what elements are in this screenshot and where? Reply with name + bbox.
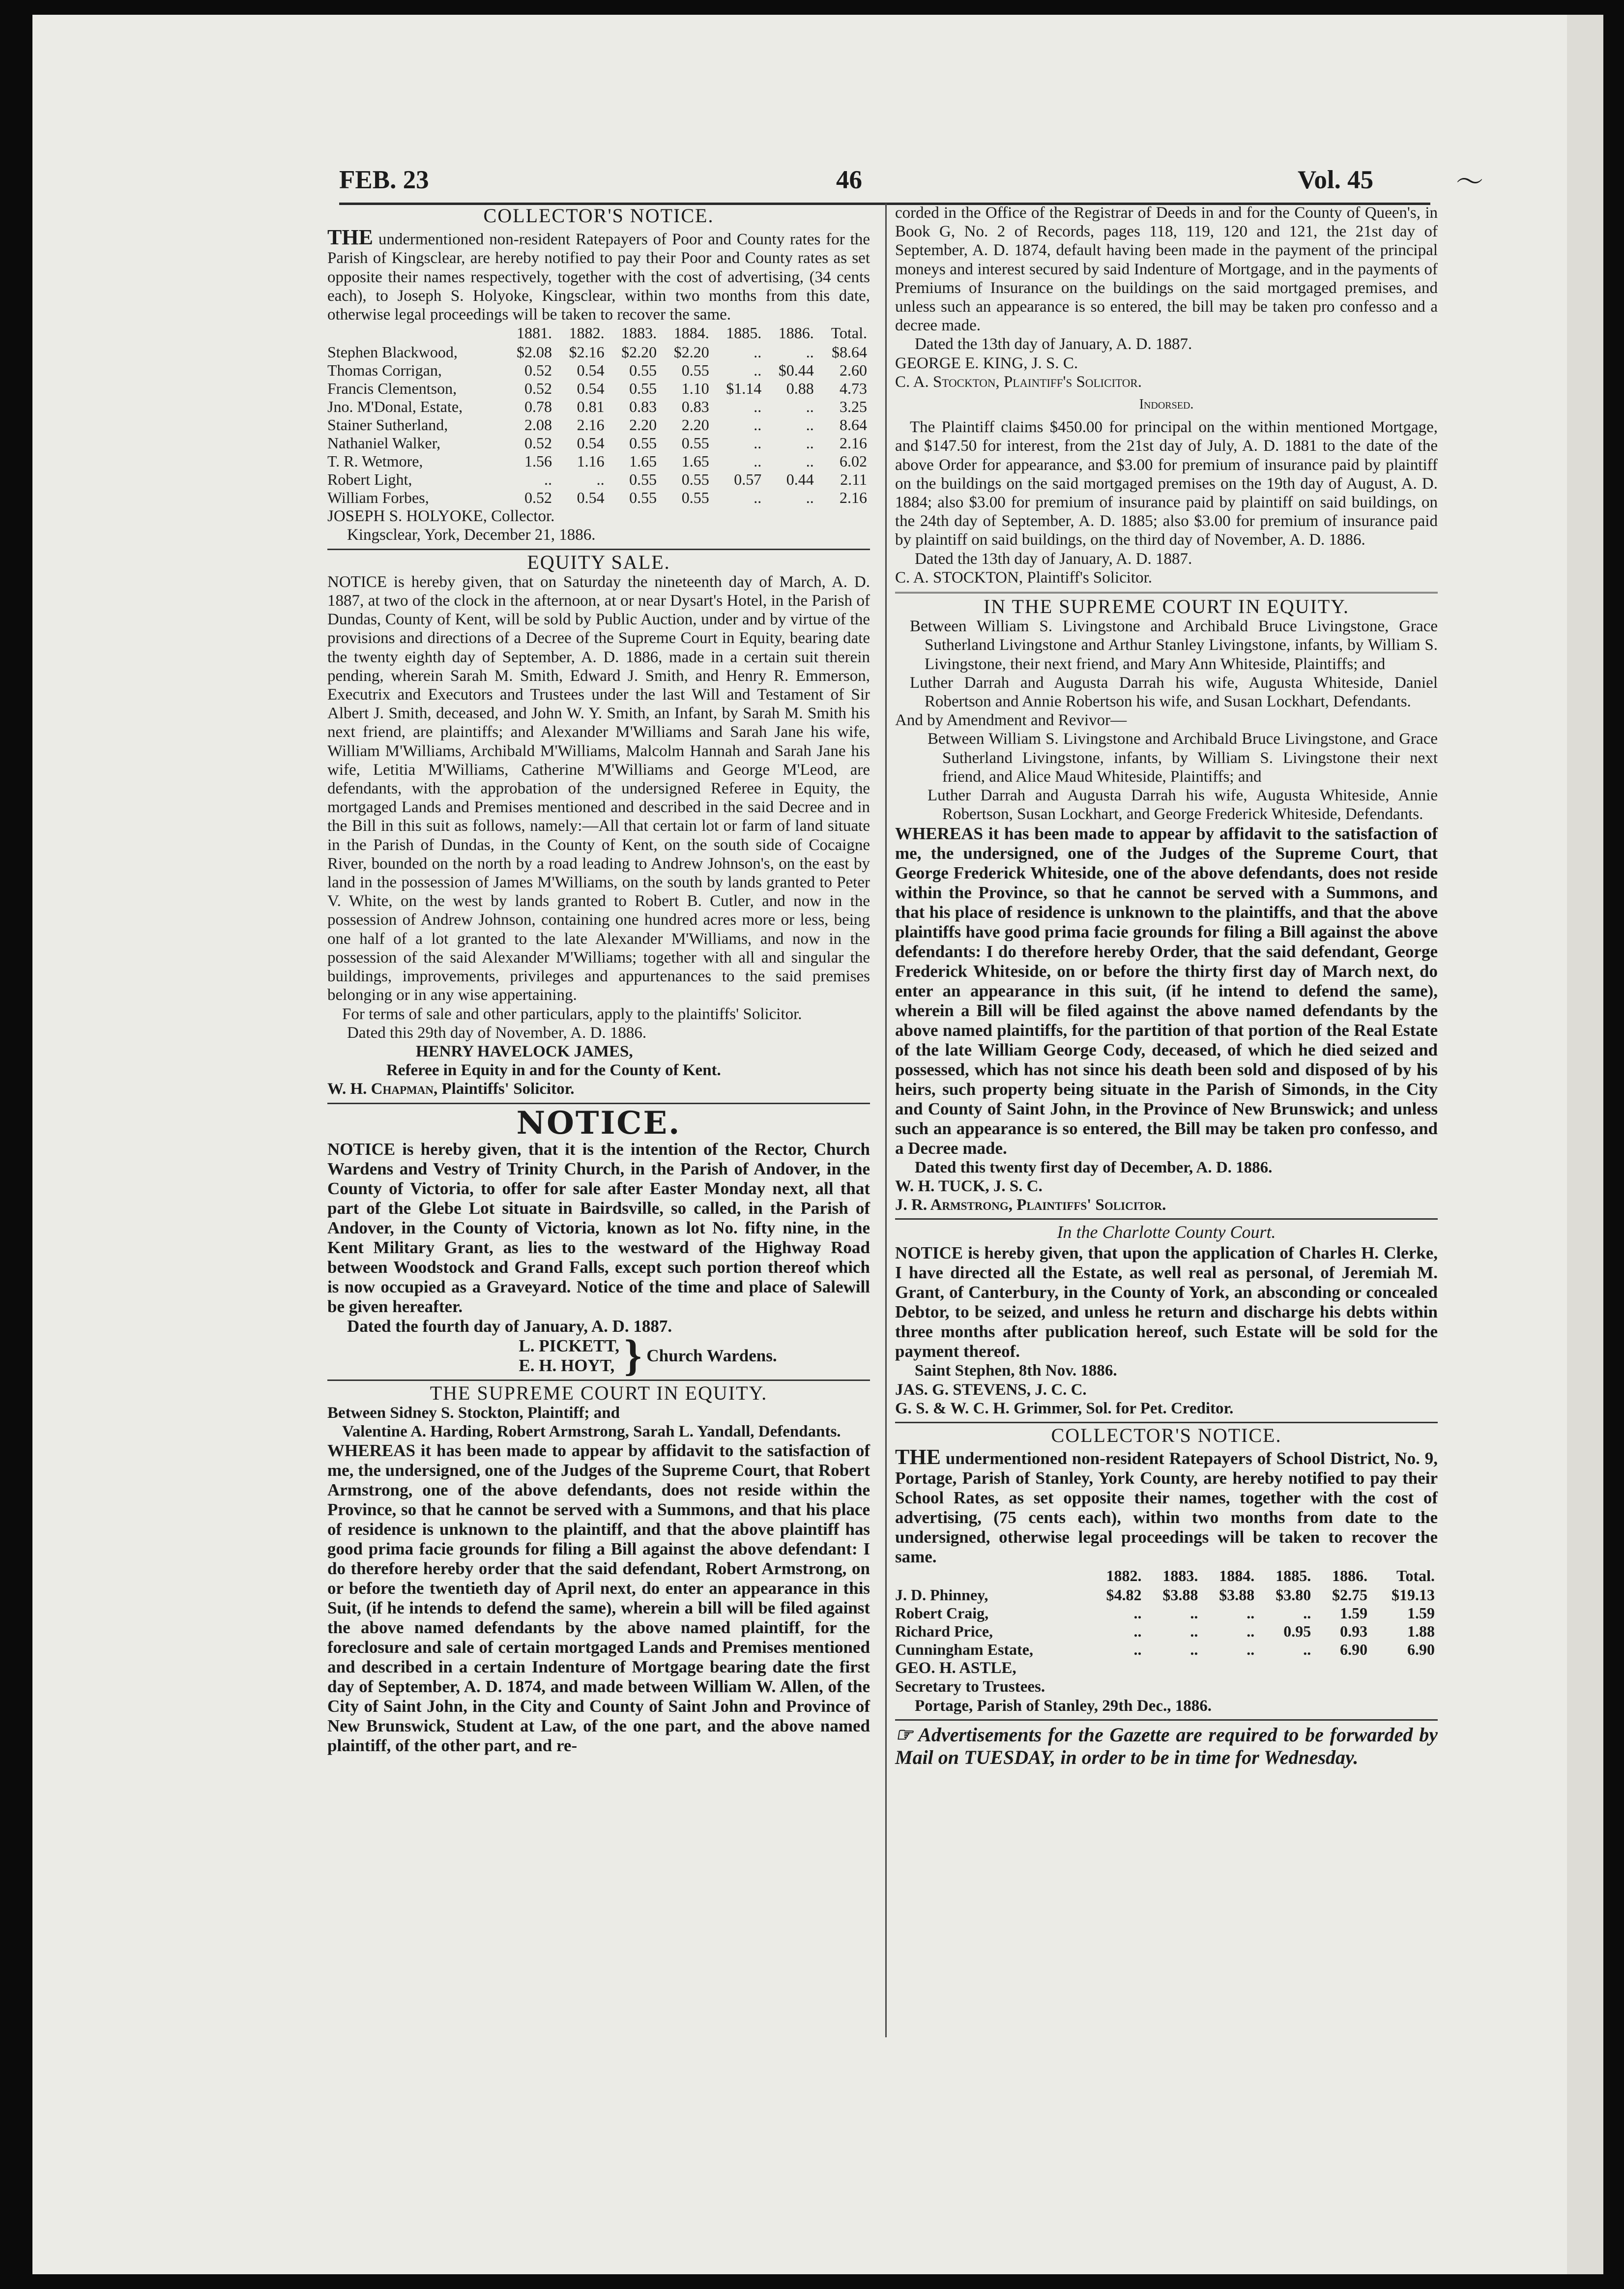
rate-cell: ..	[806, 398, 814, 416]
table-row	[895, 1586, 1438, 1604]
drop-word: THE	[895, 1445, 941, 1469]
rate-cell: ..	[754, 343, 762, 361]
rate-cell: ..	[754, 416, 762, 434]
notice-body: NOTICE is hereby given, that it is the intention of the Rector, Church Wardens and Vestry of Trinity Church, in the Parish of Andover, in the County of Victoria, to offer for sale after Easter Monday next, all that part of the Glebe Lot situate in Bairdsville, so called, in the Parish of Andover, in the County of Victoria, known as lot No. fifty nine, in the Kent Military Grant, as lies to the westward of the Highway Road between Woodstock and Grand Falls, except such portion thereof which is now occupied as a Graveyard. Notice of the time and place of Salewill be given hereafter.	[327, 1139, 870, 1316]
ratepayer-name: Richard Price,	[895, 1622, 993, 1641]
rate-cell: 0.83	[681, 398, 709, 416]
table-row	[327, 380, 870, 398]
rate-cell: $8.64	[832, 343, 867, 361]
parties-text: Luther Darrah and Augusta Darrah his wife, Augusta Whiteside, Daniel Robertson and Annie Robertson his wife, and Susan Lockhart, Defendants.	[910, 674, 1438, 711]
column-header: Total.	[1396, 1567, 1435, 1585]
dated-line: Saint Stephen, 8th Nov. 1886.	[915, 1362, 1117, 1380]
rate-cell: ..	[1303, 1604, 1311, 1622]
rate-cell: 0.52	[524, 489, 552, 507]
rate-cell: ..	[1133, 1622, 1142, 1641]
advertisement-note	[895, 1724, 1438, 1769]
table-body	[327, 343, 870, 507]
table-row	[327, 416, 870, 434]
amendment-line: And by Amendment and Revivor—	[895, 711, 1127, 730]
column-header: 1886.	[1332, 1567, 1368, 1585]
rate-cell: ..	[1190, 1604, 1198, 1622]
tilde-mark: 〜	[1456, 166, 1483, 198]
table-row	[895, 1604, 1438, 1622]
rate-cell: ..	[1303, 1641, 1311, 1659]
rate-cell: $3.80	[1276, 1586, 1311, 1604]
table-row	[327, 470, 870, 489]
rate-cell: 0.55	[681, 361, 709, 380]
collector-signature: JOSEPH S. HOLYOKE, Collector.	[327, 507, 555, 526]
solicitor-line: G. S. & W. C. H. Grimmer, Sol. for Pet. Creditor.	[895, 1399, 1234, 1417]
rate-cell: 0.81	[577, 398, 605, 416]
rate-cell: $2.20	[673, 343, 709, 361]
rate-cell: 0.93	[1340, 1622, 1368, 1641]
rate-cell: 1.88	[1407, 1622, 1435, 1641]
rate-cell: 1.65	[629, 452, 657, 470]
rate-cell: 8.64	[840, 416, 867, 434]
rate-cell: ..	[806, 434, 814, 452]
dated-line: Dated this 29th day of November, A. D. 1886.	[347, 1024, 647, 1042]
rate-cell: ..	[754, 452, 762, 470]
column-header: 1882.	[1106, 1567, 1142, 1585]
notice-body: WHEREAS it has been made to appear by affidavit to the satisfaction of me, the undersigned, one of the Judges of the Supreme Court, that Robert Armstrong, one of the above defendants, does not reside within the Province, so that he cannot be served with a Summons, and that his place of residence is unknown to the plaintiff, and that the above plaintiff has good prima facie grounds for filing a Bill against the above defendant: I do therefore hereby order that the said defendant, Robert Armstrong, on or before the twentieth day of April next, do enter an appearance in this Suit, (if he intends to defend the same), wherein a bill will be filed against the above named defendants by the above named plaintiff, for the foreclosure and sale of certain mortgaged Lands and Premises mentioned and described in a certain Indenture of Mortgage bearing date the first day of September, A. D. 1874, and made between William W. Allen, of the City of Saint John, in the City and County of Saint John and Province of New Brunswick, Student at Law, of the one part, and the above named plaintiff, of the other part, and re-	[327, 1441, 870, 1756]
rate-cell: 1.65	[681, 452, 709, 470]
ratepayer-name: Francis Clementson,	[327, 380, 457, 398]
rate-cell: 0.54	[577, 361, 605, 380]
rate-cell: 0.55	[629, 361, 657, 380]
rate-cell: 6.02	[840, 452, 867, 470]
rate-cell: 4.73	[840, 380, 867, 398]
table-row	[327, 361, 870, 380]
rate-cell: 2.08	[524, 416, 552, 434]
rate-cell: 0.95	[1283, 1622, 1311, 1641]
rate-cell: 0.55	[681, 434, 709, 452]
solicitor-line: J. R. Armstrong, Plaintiffs' Solicitor.	[895, 1196, 1166, 1214]
column-header: 1881.	[517, 324, 552, 342]
rate-cell: ..	[1133, 1604, 1142, 1622]
rate-cell: ..	[1247, 1622, 1255, 1641]
column-header: Total.	[831, 324, 867, 342]
collector-notice-kingsclear	[327, 206, 870, 545]
collector-signature: GEO. H. ASTLE,	[895, 1659, 1016, 1677]
rate-cell: ..	[754, 361, 762, 380]
dateline: Kingsclear, York, December 21, 1886.	[347, 526, 596, 544]
rate-cell: ..	[596, 470, 605, 489]
rate-cell: ..	[754, 434, 762, 452]
charlotte-county-court	[895, 1223, 1438, 1418]
section-rule	[895, 1719, 1438, 1721]
column-header: 1885.	[1276, 1567, 1311, 1585]
rate-cell: $0.44	[778, 361, 814, 380]
rate-cell: 0.54	[577, 434, 605, 452]
page-number: 46	[836, 166, 862, 194]
dated-line: Dated the 13th day of January, A. D. 1887.	[915, 335, 1192, 353]
ratepayer-name: Jno. M'Donal, Estate,	[327, 398, 463, 416]
rate-cell: 1.56	[524, 452, 552, 470]
table-row	[895, 1622, 1438, 1641]
section-rule	[327, 549, 870, 550]
rate-cell: 0.55	[629, 434, 657, 452]
parties-text: Between William S. Livingstone and Archibald Bruce Livingstone, and Grace Sutherland Livingstone, infants, by William S. Livingstone their next friend, and Alice Maud Whiteside, Plaintiffs; and	[928, 730, 1438, 786]
rate-cell: 0.55	[629, 380, 657, 398]
body-text: undermentioned non-resident Ratepayers of Poor and County rates for the Parish of Kingsclear, are hereby notified to pay their Poor and County rates as set opposite their names respectively, together with the cost of advertising, (34 cents each), to Joseph S. Holyoke, Kingsclear, within two months from this date, otherwise legal proceedings will be taken to recover the same.	[327, 231, 870, 324]
rate-cell: $1.14	[726, 380, 762, 398]
signature-role: Secretary to Trustees.	[895, 1678, 1045, 1696]
column-header: 1886.	[778, 324, 814, 342]
section-title: COLLECTOR'S NOTICE.	[483, 205, 714, 227]
column-header: 1882.	[569, 324, 605, 342]
supreme-court-livingstone	[895, 597, 1438, 1214]
rate-cell: ..	[754, 489, 762, 507]
rate-cell: $2.75	[1332, 1586, 1368, 1604]
rate-cell: 1.59	[1407, 1604, 1435, 1622]
notice-body: WHEREAS it has been made to appear by affidavit to the satisfaction of me, the undersigned, one of the Judges of the Supreme Court, that George Frederick Whiteside, one of the above defendants, does not reside within the Province, so that he cannot be served with a Summons, and that his place of residence is unknown to the plaintiffs, and that the above plaintiffs have good prima facie grounds for filing a Bill against the above defendants: I do therefore hereby Order, that the said defendant, George Frederick Whiteside, on or before the thirty first day of March next, do enter an appearance in this suit, (if he intend to defend the same), wherein a Bill will be filed against the above named defendants by the above named plaintiffs, for the partition of that portion of the Real Estate of the late William George Cody, deceased, of which he died seized and possessed, which has not since his death been sold and disposed of by his heirs, such property being situate in the Parish of Simonds, in the City and County of Saint John, in the Province of New Brunswick; and unless such an appearance is so entered, the Bill may be taken pro confesso, and a Decree made.	[895, 823, 1438, 1158]
ratepayer-name: Robert Craig,	[895, 1604, 989, 1622]
indorsed-heading: Indorsed.	[1139, 397, 1194, 412]
parties-text: Between William S. Livingstone and Archibald Bruce Livingstone, Grace Sutherland Livingstone and Arthur Stanley Livingstone, infants, by William S. Livingstone, their next friend, and Mary Ann Whiteside, Plaintiffs; and	[910, 617, 1438, 673]
rate-cell: 0.55	[629, 470, 657, 489]
section-title: COLLECTOR'S NOTICE.	[1051, 1424, 1282, 1446]
header-date: FEB. 23	[339, 166, 429, 194]
table-row	[327, 452, 870, 470]
rate-cell: 0.52	[524, 434, 552, 452]
notice-body	[895, 1446, 1438, 1567]
rate-cell: ..	[544, 470, 552, 489]
rate-cell: 0.83	[629, 398, 657, 416]
rates-table	[327, 324, 870, 507]
rate-cell: 1.10	[681, 380, 709, 398]
section-title: EQUITY SALE.	[527, 551, 670, 573]
table-row	[327, 398, 870, 416]
rate-cell: ..	[806, 416, 814, 434]
rate-cell: $2.16	[569, 343, 605, 361]
dated-line: Dated the fourth day of January, A. D. 1887.	[347, 1316, 672, 1336]
section-title: THE SUPREME COURT IN EQUITY.	[430, 1381, 768, 1404]
rate-cell: $2.20	[621, 343, 657, 361]
judge-signature: JAS. G. STEVENS, J. C. C.	[895, 1380, 1087, 1399]
body-text: undermentioned non-resident Ratepayers of School District, No. 9, Portage, Parish of Stanley, York County, are hereby notified to pay their School Rates, as set opposite their names, together with the cost of advertising, (75 cents each), within two months from date to the undersigned, otherwise legal proceedings will be taken to recover the same.	[895, 1449, 1438, 1567]
parties-defendants: Valentine A. Harding, Robert Armstrong, Sarah L. Yandall, Defendants.	[342, 1422, 841, 1440]
ratepayer-name: Robert Light,	[327, 470, 412, 489]
table-row	[327, 434, 870, 452]
section-rule	[895, 592, 1438, 593]
scanned-page	[32, 15, 1603, 2274]
ratepayer-name: Nathaniel Walker,	[327, 434, 441, 452]
rate-cell: 2.16	[577, 416, 605, 434]
rate-cell: 2.16	[840, 434, 867, 452]
referee-title: Referee in Equity in and for the County of Kent.	[386, 1061, 721, 1080]
table-row	[327, 343, 870, 361]
rate-cell: $3.88	[1219, 1586, 1255, 1604]
signer-name: L. PICKETT,	[519, 1336, 619, 1355]
rate-cell: ..	[1247, 1604, 1255, 1622]
rate-cell: ..	[806, 489, 814, 507]
trinity-church-notice	[327, 1104, 870, 1380]
ratepayer-name: Stainer Sutherland,	[327, 416, 448, 434]
rate-cell: ..	[806, 452, 814, 470]
rate-cell: 0.57	[734, 470, 762, 489]
rate-cell: 2.20	[629, 416, 657, 434]
table-body	[895, 1586, 1438, 1659]
judge-signature: GEORGE E. KING, J. S. C.	[895, 354, 1078, 372]
solicitor-line: W. H. Chapman, Plaintiffs' Solicitor.	[327, 1080, 575, 1098]
gazette-page	[32, 15, 1603, 2274]
ratepayer-name: Cunningham Estate,	[895, 1641, 1033, 1659]
rate-cell: 0.88	[786, 380, 814, 398]
rate-cell: $2.08	[517, 343, 552, 361]
section-title: In the Charlotte County Court.	[1057, 1222, 1276, 1242]
rate-cell: 2.60	[840, 361, 867, 380]
section-rule	[327, 1103, 870, 1104]
volume-number: Vol. 45	[1298, 166, 1374, 194]
dated-line: Dated this twenty first day of December, A. D. 1886.	[915, 1158, 1273, 1176]
notice-body	[327, 226, 870, 324]
rate-cell: 0.78	[524, 398, 552, 416]
column-header: 1884.	[1219, 1567, 1255, 1585]
left-column	[327, 204, 870, 1756]
rate-cell: ..	[1190, 1641, 1198, 1659]
rate-cell: 2.20	[681, 416, 709, 434]
rate-cell: $3.88	[1162, 1586, 1198, 1604]
rate-cell: $4.82	[1106, 1586, 1142, 1604]
ratepayer-name: T. R. Wetmore,	[327, 452, 423, 470]
notice-body: NOTICE is hereby given, that on Saturday the nineteenth day of March, A. D. 1887, at two of the clock in the afternoon, at or near Dysart's Hotel, in the Parish of Dundas, County of Kent, will be sold by Public Auction, under and by virtue of the provisions and directions of a Decree of the Supreme Court in Equity, bearing date the twenty eighth day of September, A. D. 1886, made in a certain suit therein pending, wherein Sarah M. Smith, Edward J. Smith, and Henry R. Emmerson, Executrix and Executors and Trustees under the last Will and Testament of Sir Albert J. Smith, deceased, and John W. Y. Smith, an Infant, by Sarah M. Smith his next friend, are plaintiffs; and Alexander M'Williams and Sarah Jane his wife, William M'Williams, Archibald M'Williams, Malcolm Hannah and Sarah Jane his wife, Letitia M'Williams, Catherine M'Williams and George M'Leod, are defendants, with the approbation of the undersigned Referee in Equity, the mortgaged Lands and Premises mentioned and described in the said Decree and in the Bill in this suit as follows, namely:—All that certain lot or farm of land situate in the Parish of Dundas, in the County of Kent, on the south side of Cocaigne River, bounded on the north by a road leading to Andrew Johnson's, on the east by land in the possession of James M'Williams, on the south by lands granted to Peter V. White, on the west by lands granted to Robert B. Cutler, and now in the possession of Andrew Johnson, containing one hundred acres more or less, being one half of a lot granted to the late Alexander M'Williams, and now in the possession of the said Alexander M'Williams; together with all and singular the buildings, improvements, privileges and appurtenances to the said premises belonging or in any wise appertaining.	[327, 573, 870, 1004]
supreme-court-stockton	[327, 1381, 870, 1756]
section-rule	[895, 1218, 1438, 1220]
column-header: 1884.	[673, 324, 709, 342]
parties-plaintiff: Between Sidney S. Stockton, Plaintiff; and	[327, 1404, 620, 1422]
rate-cell: 0.44	[786, 470, 814, 489]
rate-cell: 2.16	[840, 489, 867, 507]
continued-text: corded in the Office of the Registrar of Deeds in and for the County of Queen's, in Book G, No. 2 of Records, pages 118, 119, 120 and 121, the 21st day of September, A. D. 1874, default having been made in the payment of the principal moneys and interest secured by said Indenture of Mortgage, and in the payments of Premiums of Insurance on the buildings on the said mortgaged premises, and unless such an appearance is so entered, the bill may be taken pro confesso and a decree made.	[895, 204, 1438, 335]
rate-cell: 0.55	[629, 489, 657, 507]
rate-cell: 0.54	[577, 489, 605, 507]
rate-cell: ..	[1247, 1641, 1255, 1659]
advert-text: ☞ Advertisements for the Gazette are required to be forwarded by Mail on TUESDAY, in order to be in time for Wednesday.	[895, 1723, 1438, 1768]
solicitor-signature: C. A. STOCKTON, Plaintiff's Solicitor.	[895, 568, 1153, 587]
brace-symbol: }	[624, 1331, 642, 1380]
section-title: IN THE SUPREME COURT IN EQUITY.	[983, 595, 1350, 618]
indorsed-body: The Plaintiff claims $450.00 for principal on the within mentioned Mortgage, and $147.50 for interest, from the 21st day of July, A. D. 1881 to the date of the above Order for appearance, and $3.00 for premium of insurance paid by plaintiff on the buildings on the said mortgaged premises on the 19th day of August, A. D. 1884; also $3.00 for premium of insurance paid by plaintiff on said buildings, on the 24th day of September, A. D. 1885; also $3.00 for premium of insurance paid by plaintiff on said buildings, on the third day of November, A. D. 1886.	[895, 418, 1438, 549]
terms-text: For terms of sale and other particulars, apply to the plaintiffs' Solicitor.	[342, 1005, 802, 1023]
pointing-hand-icon: ☞	[895, 1723, 913, 1746]
collector-notice-portage	[895, 1426, 1438, 1715]
solicitor-line: C. A. Stockton, Plaintiff's Solicitor.	[895, 373, 1142, 391]
rate-cell: 6.90	[1340, 1641, 1368, 1659]
equity-sale	[327, 553, 870, 1099]
rate-cell: ..	[806, 343, 814, 361]
table-row	[895, 1641, 1438, 1659]
table-header	[327, 324, 870, 343]
ratepayer-name: William Forbes,	[327, 489, 429, 507]
signers-block	[327, 1331, 870, 1380]
ratepayer-name: J. D. Phinney,	[895, 1586, 988, 1604]
section-title: NOTICE.	[516, 1104, 681, 1142]
rate-cell: ..	[1190, 1622, 1198, 1641]
rates-table	[895, 1567, 1438, 1659]
referee-name: HENRY HAVELOCK JAMES,	[416, 1042, 633, 1060]
rate-cell: 0.55	[681, 470, 709, 489]
rate-cell: 6.90	[1407, 1641, 1435, 1659]
column-header: 1885.	[726, 324, 762, 342]
supreme-court-stockton-continued	[895, 204, 1438, 587]
column-header: 1883.	[1162, 1567, 1198, 1585]
rate-cell: 0.54	[577, 380, 605, 398]
notice-body: NOTICE is hereby given, that upon the application of Charles H. Clerke, I have directed all the Estate, as well real as personal, of Jeremiah M. Grant, of Canterbury, in the County of York, an absconding or concealed Debtor, to be seized, and unless he return and discharge his debts within three months after publication hereof, such Estate will be sold for the payment thereof.	[895, 1243, 1438, 1361]
column-header: 1883.	[621, 324, 657, 342]
rate-cell: 0.52	[524, 380, 552, 398]
column-divider	[885, 204, 887, 2037]
rate-cell: ..	[1133, 1641, 1142, 1659]
table-header	[895, 1567, 1438, 1586]
drop-word: THE	[327, 225, 373, 250]
section-rule	[895, 1422, 1438, 1423]
signer-role: Church Wardens.	[646, 1346, 777, 1365]
rate-cell: 1.59	[1340, 1604, 1368, 1622]
ratepayer-name: Stephen Blackwood,	[327, 343, 458, 361]
rate-cell: 2.11	[840, 470, 867, 489]
right-column	[895, 204, 1438, 1769]
section-rule	[327, 1379, 870, 1381]
parties-text: Luther Darrah and Augusta Darrah his wife, Augusta Whiteside, Annie Robertson, Susan Lockhart, and George Frederick Whiteside, Defendants.	[928, 787, 1438, 823]
table-row	[327, 489, 870, 507]
judge-signature: W. H. TUCK, J. S. C.	[895, 1177, 1043, 1195]
ratepayer-name: Thomas Corrigan,	[327, 361, 442, 380]
dated-line: Dated the 13th day of January, A. D. 1887.	[915, 550, 1192, 568]
rate-cell: 3.25	[840, 398, 867, 416]
rate-cell: 0.52	[524, 361, 552, 380]
signer-name: E. H. HOYT,	[519, 1355, 615, 1375]
rate-cell: 1.16	[577, 452, 605, 470]
rate-cell: ..	[754, 398, 762, 416]
rate-cell: $19.13	[1392, 1586, 1435, 1604]
dateline: Portage, Parish of Stanley, 29th Dec., 1886.	[915, 1697, 1212, 1715]
rate-cell: 0.55	[681, 489, 709, 507]
